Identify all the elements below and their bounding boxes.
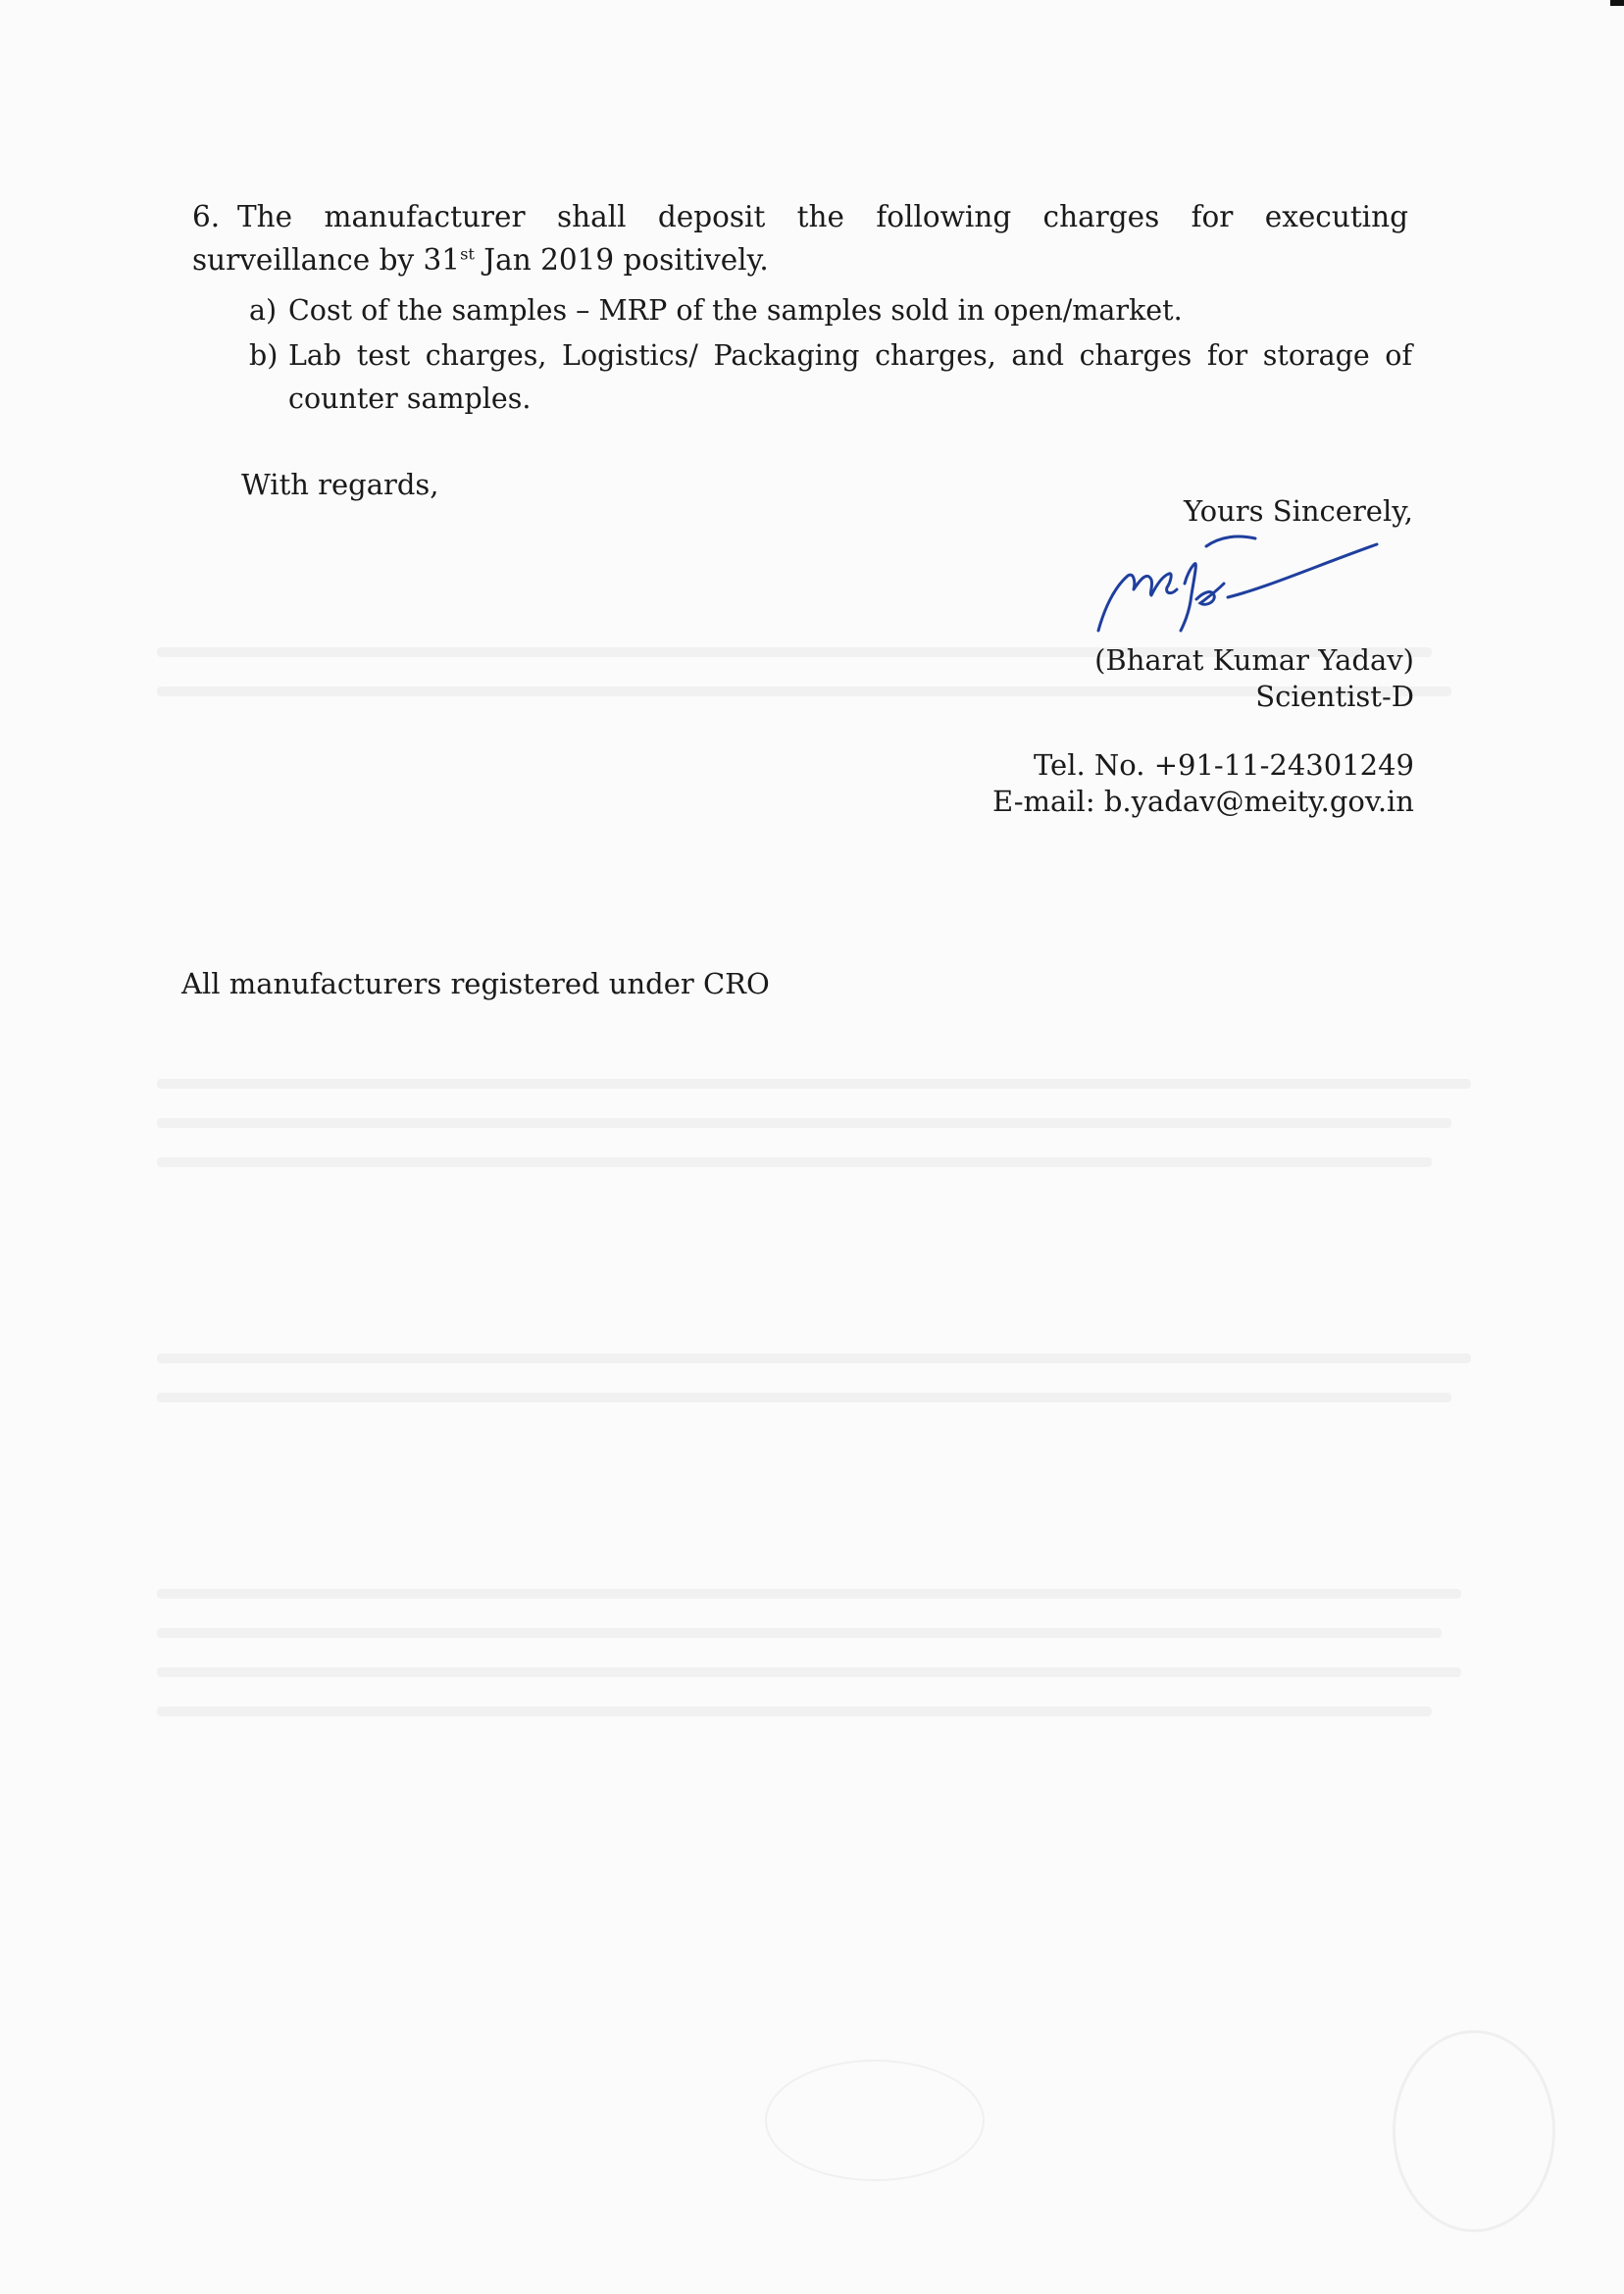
bleed-through-line: [157, 1628, 1442, 1638]
bleed-through-stamp: [765, 2060, 985, 2181]
bleed-through-seal: [1393, 2030, 1555, 2232]
bleed-through-line: [157, 1079, 1471, 1089]
signatory-designation: Scientist-D: [1255, 680, 1414, 713]
bleed-through-line: [157, 1353, 1471, 1363]
signatory-name: (Bharat Kumar Yadav): [1094, 643, 1414, 677]
sub-item-a: [249, 289, 1230, 332]
sub-item-letter: a): [249, 294, 278, 327]
item-text-main: The manufacturer shall deposit the following charges for executing surveillance by 31: [192, 200, 1408, 277]
sub-item-text: Cost of the samples – MRP of the samples sold in open/market.: [288, 294, 1183, 327]
scan-edge-mark: [1610, 0, 1624, 6]
sub-item-b: [249, 334, 1412, 421]
recipient-line: All manufacturers registered under CRO: [181, 967, 770, 1000]
sign-off: Yours Sincerely,: [1184, 494, 1413, 528]
handwritten-signature: [1091, 525, 1385, 642]
ordinal-suffix: st: [460, 244, 475, 264]
bleed-through-line: [157, 1118, 1451, 1128]
sub-item-text: Lab test charges, Logistics/ Packaging charges, and charges for storage of counter samples.: [288, 339, 1412, 415]
numbered-item-6: [192, 195, 1408, 281]
bleed-through-line: [157, 1589, 1461, 1599]
bleed-through-line: [157, 1667, 1461, 1677]
bleed-through-line: [157, 1157, 1432, 1167]
signatory-email: E-mail: b.yadav@meity.gov.in: [991, 785, 1414, 818]
bleed-through-line: [157, 1393, 1451, 1402]
closing-remark: With regards,: [241, 468, 439, 501]
sub-item-letter: b): [249, 339, 279, 372]
bleed-through-line: [157, 1707, 1432, 1716]
item-number: 6.: [192, 200, 221, 233]
item-text-tail: Jan 2019 positively.: [474, 243, 769, 277]
signatory-telephone: Tel. No. +91-11-24301249: [1033, 748, 1414, 782]
item-text: [192, 195, 1408, 281]
